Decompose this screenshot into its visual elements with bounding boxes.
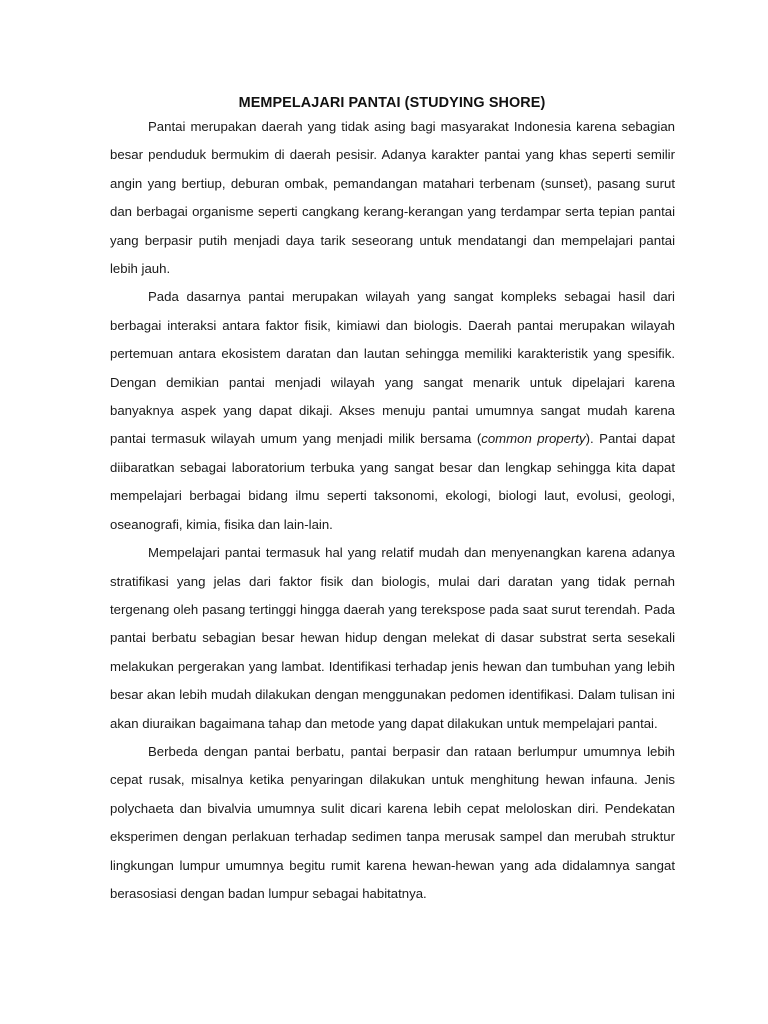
document-body [110, 113, 675, 908]
paragraph-1: Pantai merupakan daerah yang tidak asing bagi masyarakat Indonesia karena sebagian besar penduduk bermukim di daerah pesisir. Adanya karakter pantai yang khas seperti semilir angin yang bertiup, deburan ombak, pemandangan matahari terbenam (sunset), pasang surut dan berbagai organisme seperti cangkang kerang-kerangan yang terdampar serta tepian pantai yang berpasir putih menjadi daya tarik seseorang untuk mendatangi dan mempelajari pantai lebih jauh. [110, 119, 675, 277]
paragraph-4: Berbeda dengan pantai berbatu, pantai berpasir dan rataan berlumpur umumnya lebih cepat rusak, misalnya ketika penyaringan dilakukan untuk menghitung hewan infauna. Jenis polychaeta dan bivalvia umumnya sulit dicari karena lebih cepat meloloskan diri. Pendekatan eksperimen dengan perlakuan terhadap sedimen tanpa merusak sampel dan merubah struktur lingkungan lumpur umumnya begitu rumit karena hewan-hewan yang ada didalamnya sangat berasosiasi dengan badan lumpur sebagai habitatnya. [110, 743, 675, 901]
paragraph-2-italic-term: common property [481, 431, 586, 447]
document-title: MEMPELAJARI PANTAI (STUDYING SHORE) [238, 95, 546, 111]
paragraph-3: Mempelajari pantai termasuk hal yang relatif mudah dan menyenangkan karena adanya stratifikasi yang jelas dari faktor fisik dan biologis, mulai dari daratan yang tidak pernah tergenang oleh pasang tertinggi hingga daerah yang terekspose pada saat surut terendah. Pada pantai berbatu sebagian besar hewan hidup dengan melekat di dasar substrat serta sesekali melakukan pergerakan yang lambat. Identifikasi terhadap jenis hewan dan tumbuhan yang lebih besar akan lebih mudah dilakukan dengan menggunakan pedomen identifikasi. Dalam tulisan ini akan diuraikan bagaimana tahap dan metode yang dapat dilakukan untuk mempelajari pantai. [110, 545, 675, 731]
paragraph-2 [110, 283, 675, 539]
paragraph-2-text-after: ). Pantai dapat diibaratkan sebagai laboratorium terbuka yang sangat besar dan lengkap sehingga kita dapat mempelajari berbagai bidang ilmu seperti taksonomi, ekologi, biologi laut, evolusi, geologi, oseanografi, kimia, fisika dan lain-lain. [110, 431, 675, 532]
paragraph-2-text-before: Pada dasarnya pantai merupakan wilayah yang sangat kompleks sebagai hasil dari berbagai interaksi antara faktor fisik, kimiawi dan biologis. Daerah pantai merupakan wilayah pertemuan antara ekosistem daratan dan lautan sehingga memiliki karakteristik yang spesifik. Dengan demikian pantai menjadi wilayah yang sangat menarik untuk dipelajari karena banyaknya aspek yang dapat dikaji. Akses menuju pantai umumnya sangat mudah karena pantai termasuk wilayah umum yang menjadi milik bersama ( [110, 289, 675, 447]
